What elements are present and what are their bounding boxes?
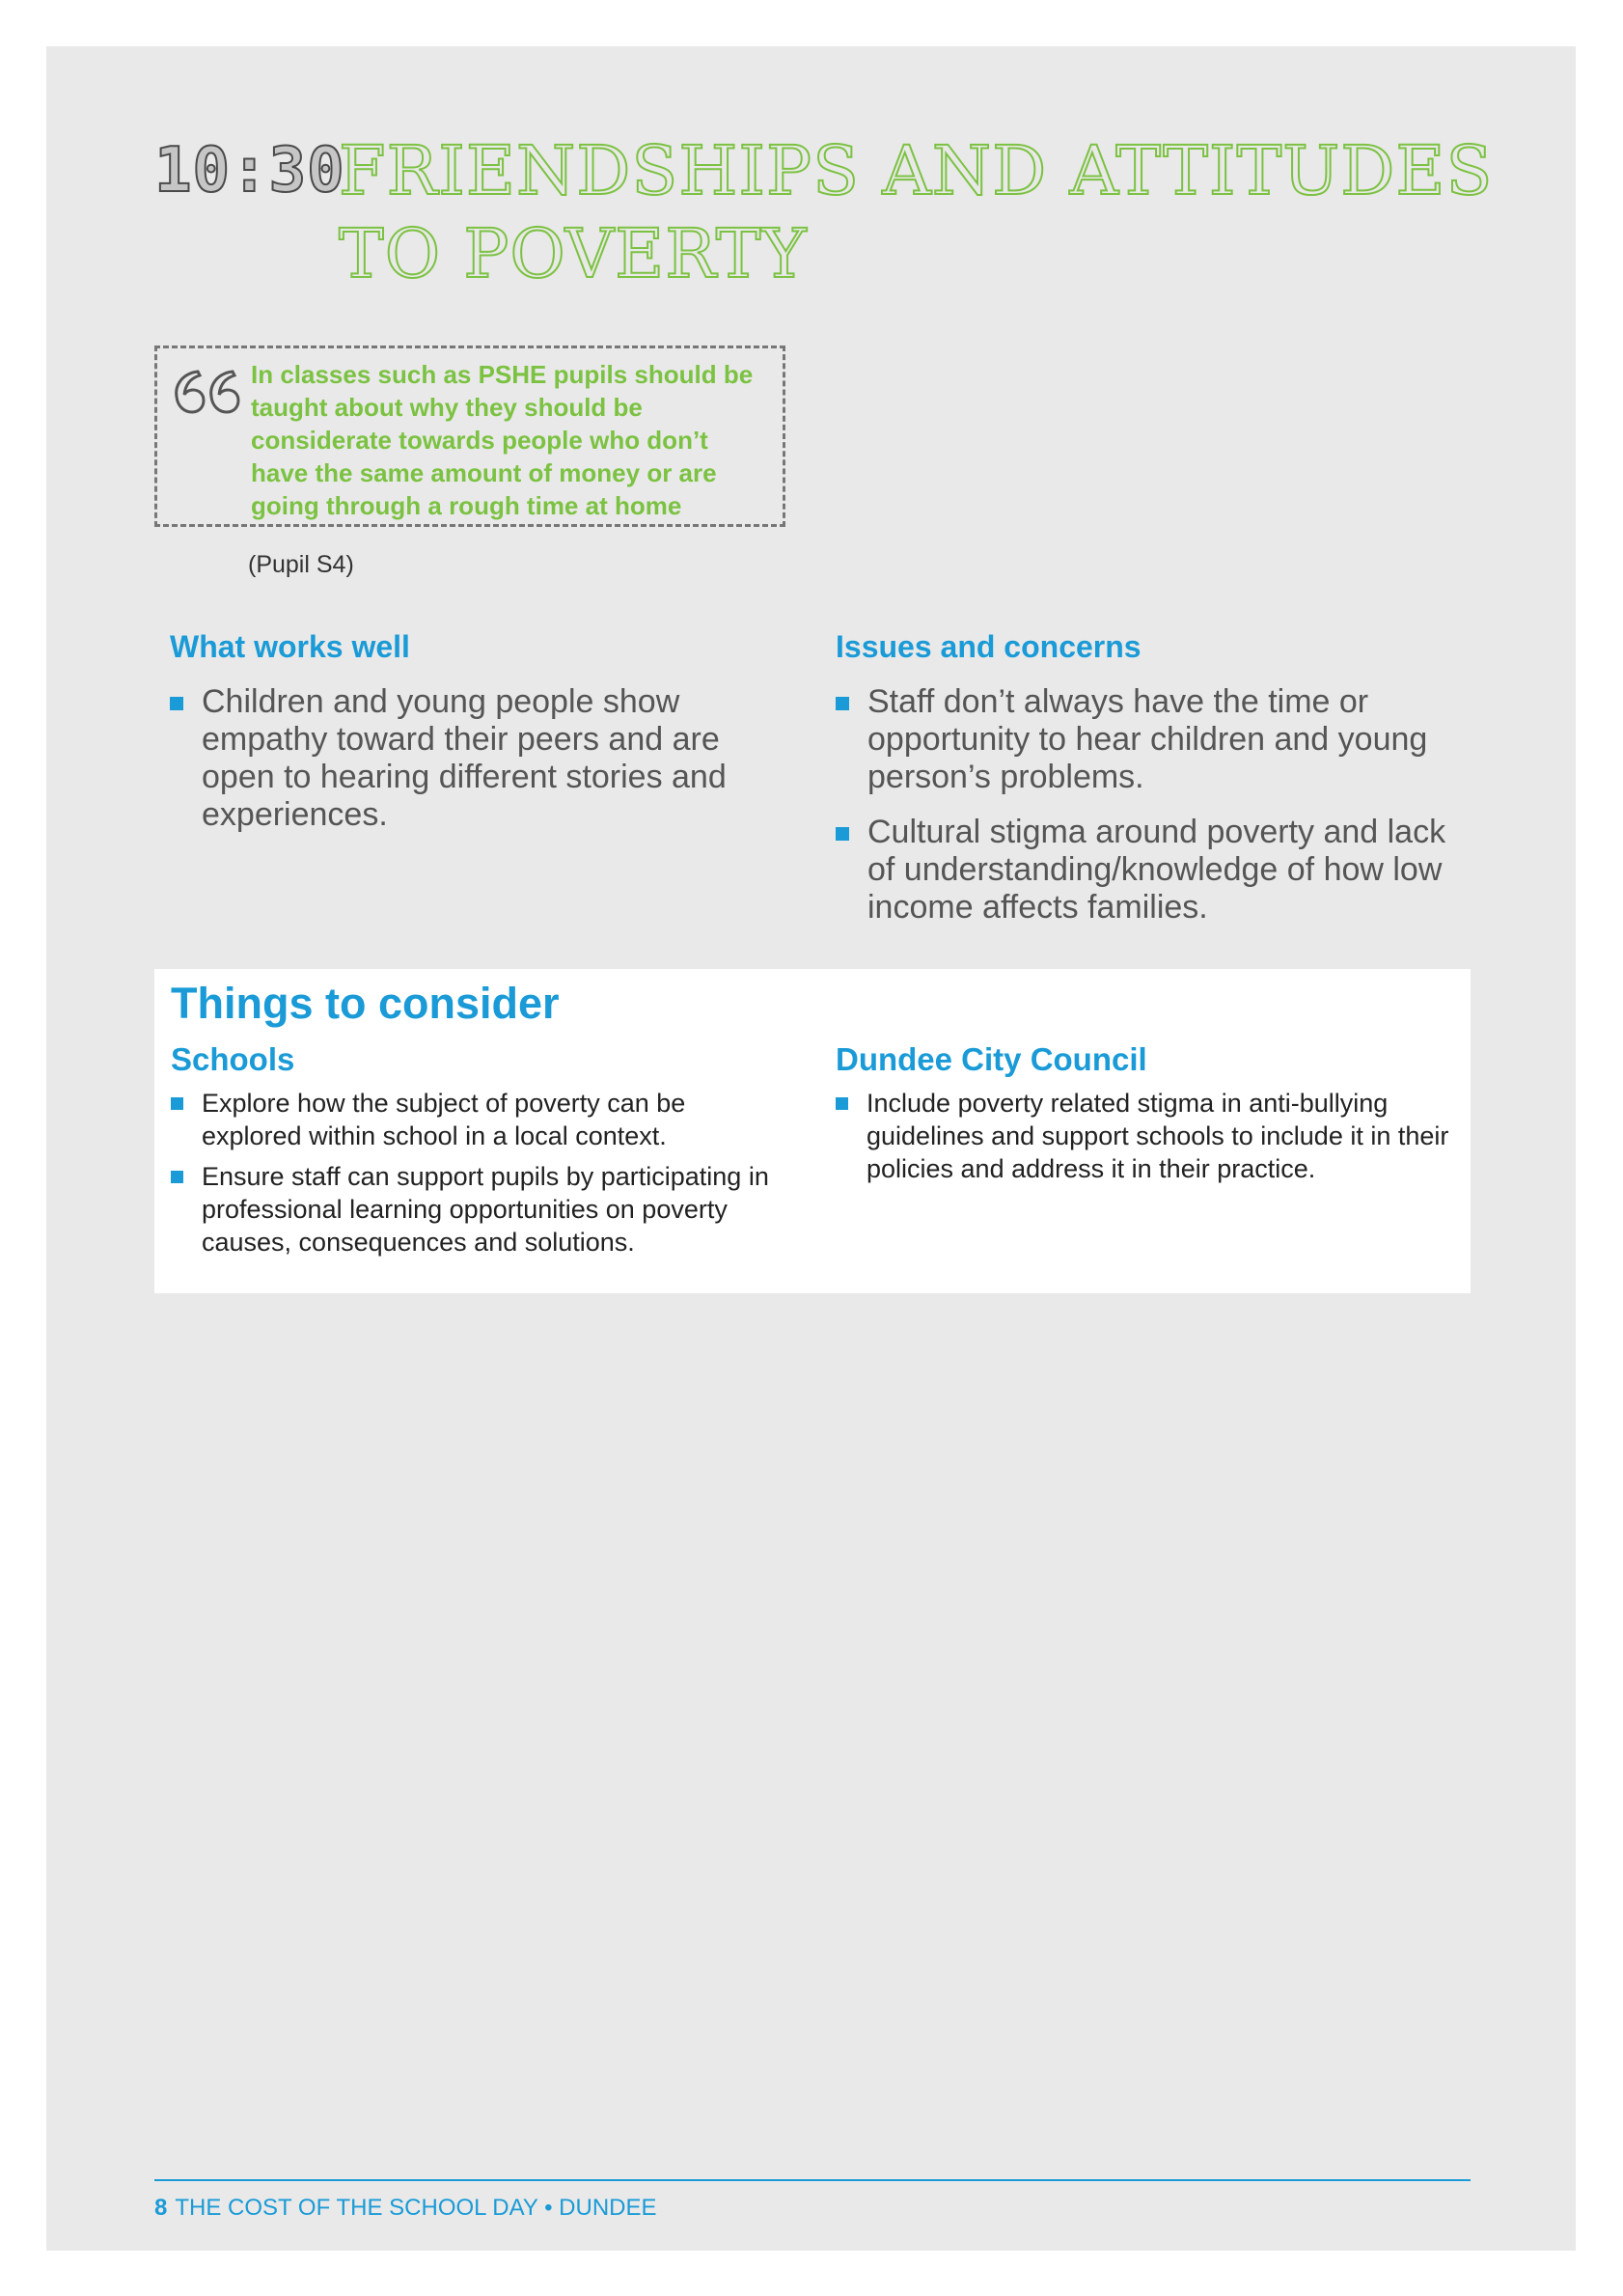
quote-text: In classes such as PSHE pupils should be taught about why they should be considerate towards people who don’t have the same amount of money or are going through a rough time at home xyxy=(251,360,754,520)
footer-divider xyxy=(154,2179,1471,2181)
council-list xyxy=(836,1087,1453,1193)
time-label: 10:30 xyxy=(154,135,345,207)
issues-heading: Issues and concerns xyxy=(836,629,1142,664)
schools-list xyxy=(171,1087,788,1266)
pupil-quote-box xyxy=(154,346,785,527)
list-item: Staff don’t always have the time or opportunity to hear children and young person’s problems. xyxy=(836,683,1453,796)
schools-heading: Schools xyxy=(171,1041,295,1077)
quote-source: (Pupil S4) xyxy=(248,551,354,578)
what-works-well-list xyxy=(170,683,729,851)
page xyxy=(46,46,1576,2251)
bullet-icon xyxy=(170,697,183,710)
list-item: Children and young people show empathy toward their peers and are open to hearing different stories and experiences. xyxy=(170,683,729,834)
issues-list xyxy=(836,683,1453,944)
bullet-icon xyxy=(836,1097,848,1110)
list-item: Explore how the subject of poverty can be explored within school in a local context. xyxy=(171,1087,788,1152)
bullet-icon xyxy=(171,1097,183,1110)
page-number: 8 xyxy=(154,2195,168,2221)
list-item: Ensure staff can support pupils by participating in professional learning opportunities on poverty causes, consequences and solutions. xyxy=(171,1160,788,1259)
council-heading: Dundee City Council xyxy=(836,1041,1147,1077)
list-item: Cultural stigma around poverty and lack of understanding/knowledge of how low income affects families. xyxy=(836,814,1453,927)
quote-marks-icon xyxy=(169,364,240,418)
footer-text: THE COST OF THE SCHOOL DAY • DUNDEE xyxy=(175,2195,657,2221)
title-line-1: FRIENDSHIPS AND ATTITUDES xyxy=(339,131,1494,210)
things-to-consider-panel xyxy=(154,969,1471,1293)
bullet-icon xyxy=(836,697,849,710)
bullet-icon xyxy=(171,1171,183,1183)
list-item: Include poverty related stigma in anti-bullying guidelines and support schools to include it in their policies and address it in their practice. xyxy=(836,1087,1453,1185)
footer xyxy=(154,2195,657,2222)
title-line-2: TO POVERTY xyxy=(339,214,808,293)
things-to-consider-title: Things to consider xyxy=(171,979,560,1028)
what-works-well-heading: What works well xyxy=(170,629,410,664)
bullet-icon xyxy=(836,827,849,841)
